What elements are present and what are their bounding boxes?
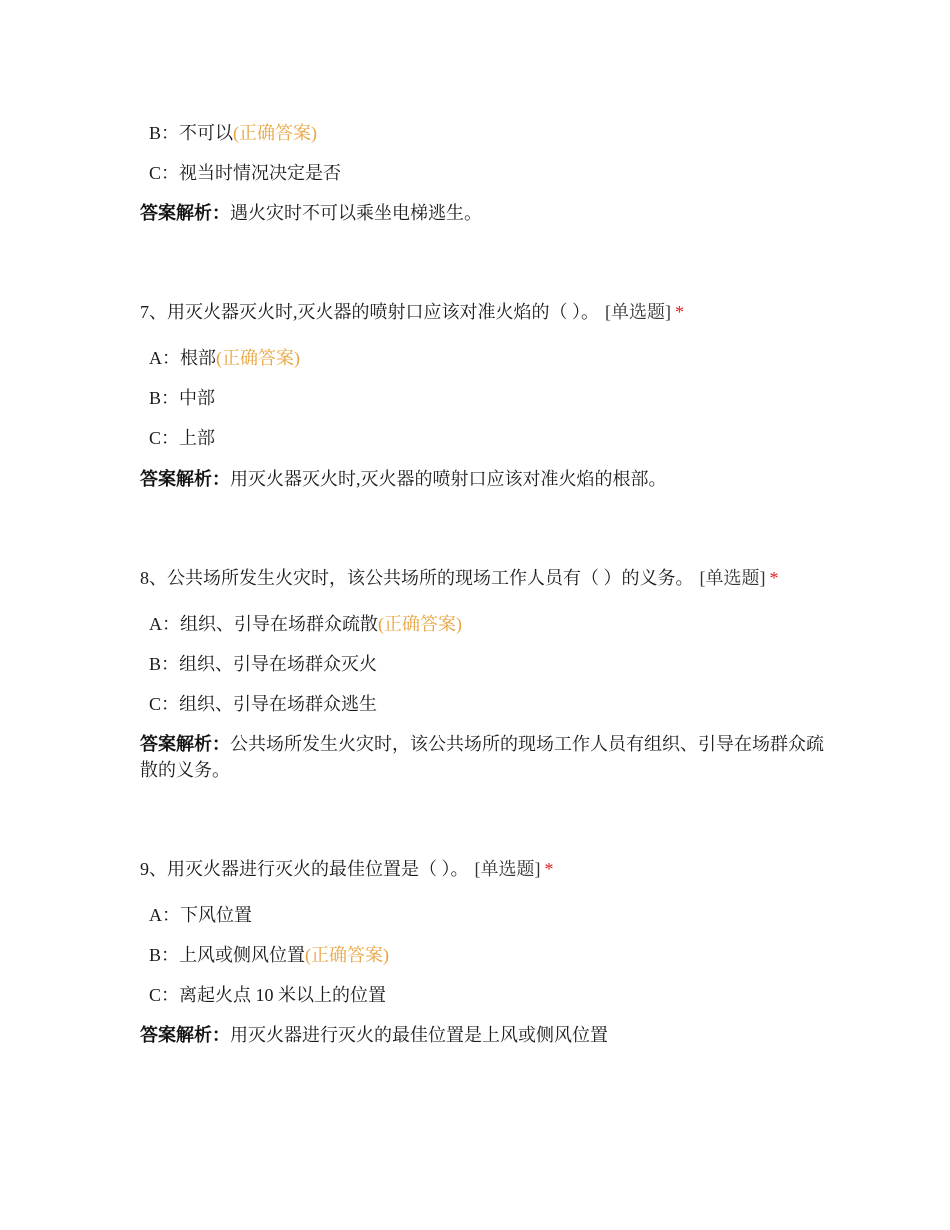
option-a [149,902,252,928]
question-type-tag: [单选题] [699,568,766,588]
correct-answer-mark: (正确答案) [305,945,390,965]
option-text: 组织、引导在场群众疏散 [180,614,378,634]
option-letter: B： [149,945,180,965]
explanation-text: 遇火灾时不可以乘坐电梯逃生。 [230,203,482,223]
option-letter: B： [149,388,180,408]
explanation-text: 公共场所发生火灾时，该公共场所的现场工作人员有组织、引导在场群众疏散的义务。 [140,734,824,780]
answer-explanation [140,731,830,783]
option-b [149,385,215,411]
explanation-text: 用灭火器进行灭火的最佳位置是上风或侧风位置 [230,1025,608,1045]
question-title [140,856,554,882]
option-c [149,691,377,717]
option-a [149,345,300,371]
option-c [149,982,386,1008]
explanation-label: 答案解析： [140,469,230,489]
option-letter: A： [149,614,180,634]
explanation-label: 答案解析： [140,203,230,223]
option-text: 不可以 [179,123,234,143]
option-c [149,425,215,451]
option-text: 离起火点 10 米以上的位置 [179,985,387,1005]
explanation-label: 答案解析： [140,734,230,754]
option-letter: C： [149,985,180,1005]
question-text: 8、公共场所发生火灾时，该公共场所的现场工作人员有（ ）的义务。 [140,568,694,588]
option-a [149,611,462,637]
option-b [149,651,377,677]
option-b [149,120,317,146]
option-letter: B： [149,123,180,143]
question-title [140,299,684,325]
correct-answer-mark: (正确答案) [233,123,318,143]
option-text: 上部 [179,428,216,448]
option-text: 组织、引导在场群众逃生 [179,694,378,714]
option-letter: C： [149,428,180,448]
required-mark: * [675,302,684,322]
option-letter: C： [149,163,180,183]
answer-explanation [140,466,830,492]
question-type-tag: [单选题] [605,302,671,322]
option-c [149,160,341,186]
option-letter: A： [149,905,180,925]
required-mark: * [769,568,779,588]
question-text: 7、用灭火器灭火时,灭火器的喷射口应该对准火焰的（ ）。 [140,302,599,322]
option-text: 下风位置 [180,905,252,925]
question-type-tag: [单选题] [474,859,541,879]
explanation-label: 答案解析： [140,1025,230,1045]
option-letter: B： [149,654,180,674]
answer-explanation [140,1022,830,1048]
option-text: 中部 [179,388,216,408]
option-letter: A： [149,348,180,368]
option-b [149,942,389,968]
answer-explanation [140,200,830,226]
correct-answer-mark: (正确答案) [216,348,300,368]
option-text: 视当时情况决定是否 [179,163,342,183]
question-title [140,565,779,591]
option-text: 组织、引导在场群众灭火 [179,654,378,674]
correct-answer-mark: (正确答案) [378,614,462,634]
option-letter: C： [149,694,180,714]
option-text: 根部 [180,348,216,368]
question-text: 9、用灭火器进行灭火的最佳位置是（ ）。 [140,859,469,879]
option-text: 上风或侧风位置 [179,945,306,965]
required-mark: * [544,859,554,879]
explanation-text: 用灭火器灭火时,灭火器的喷射口应该对准火焰的根部。 [230,469,667,489]
